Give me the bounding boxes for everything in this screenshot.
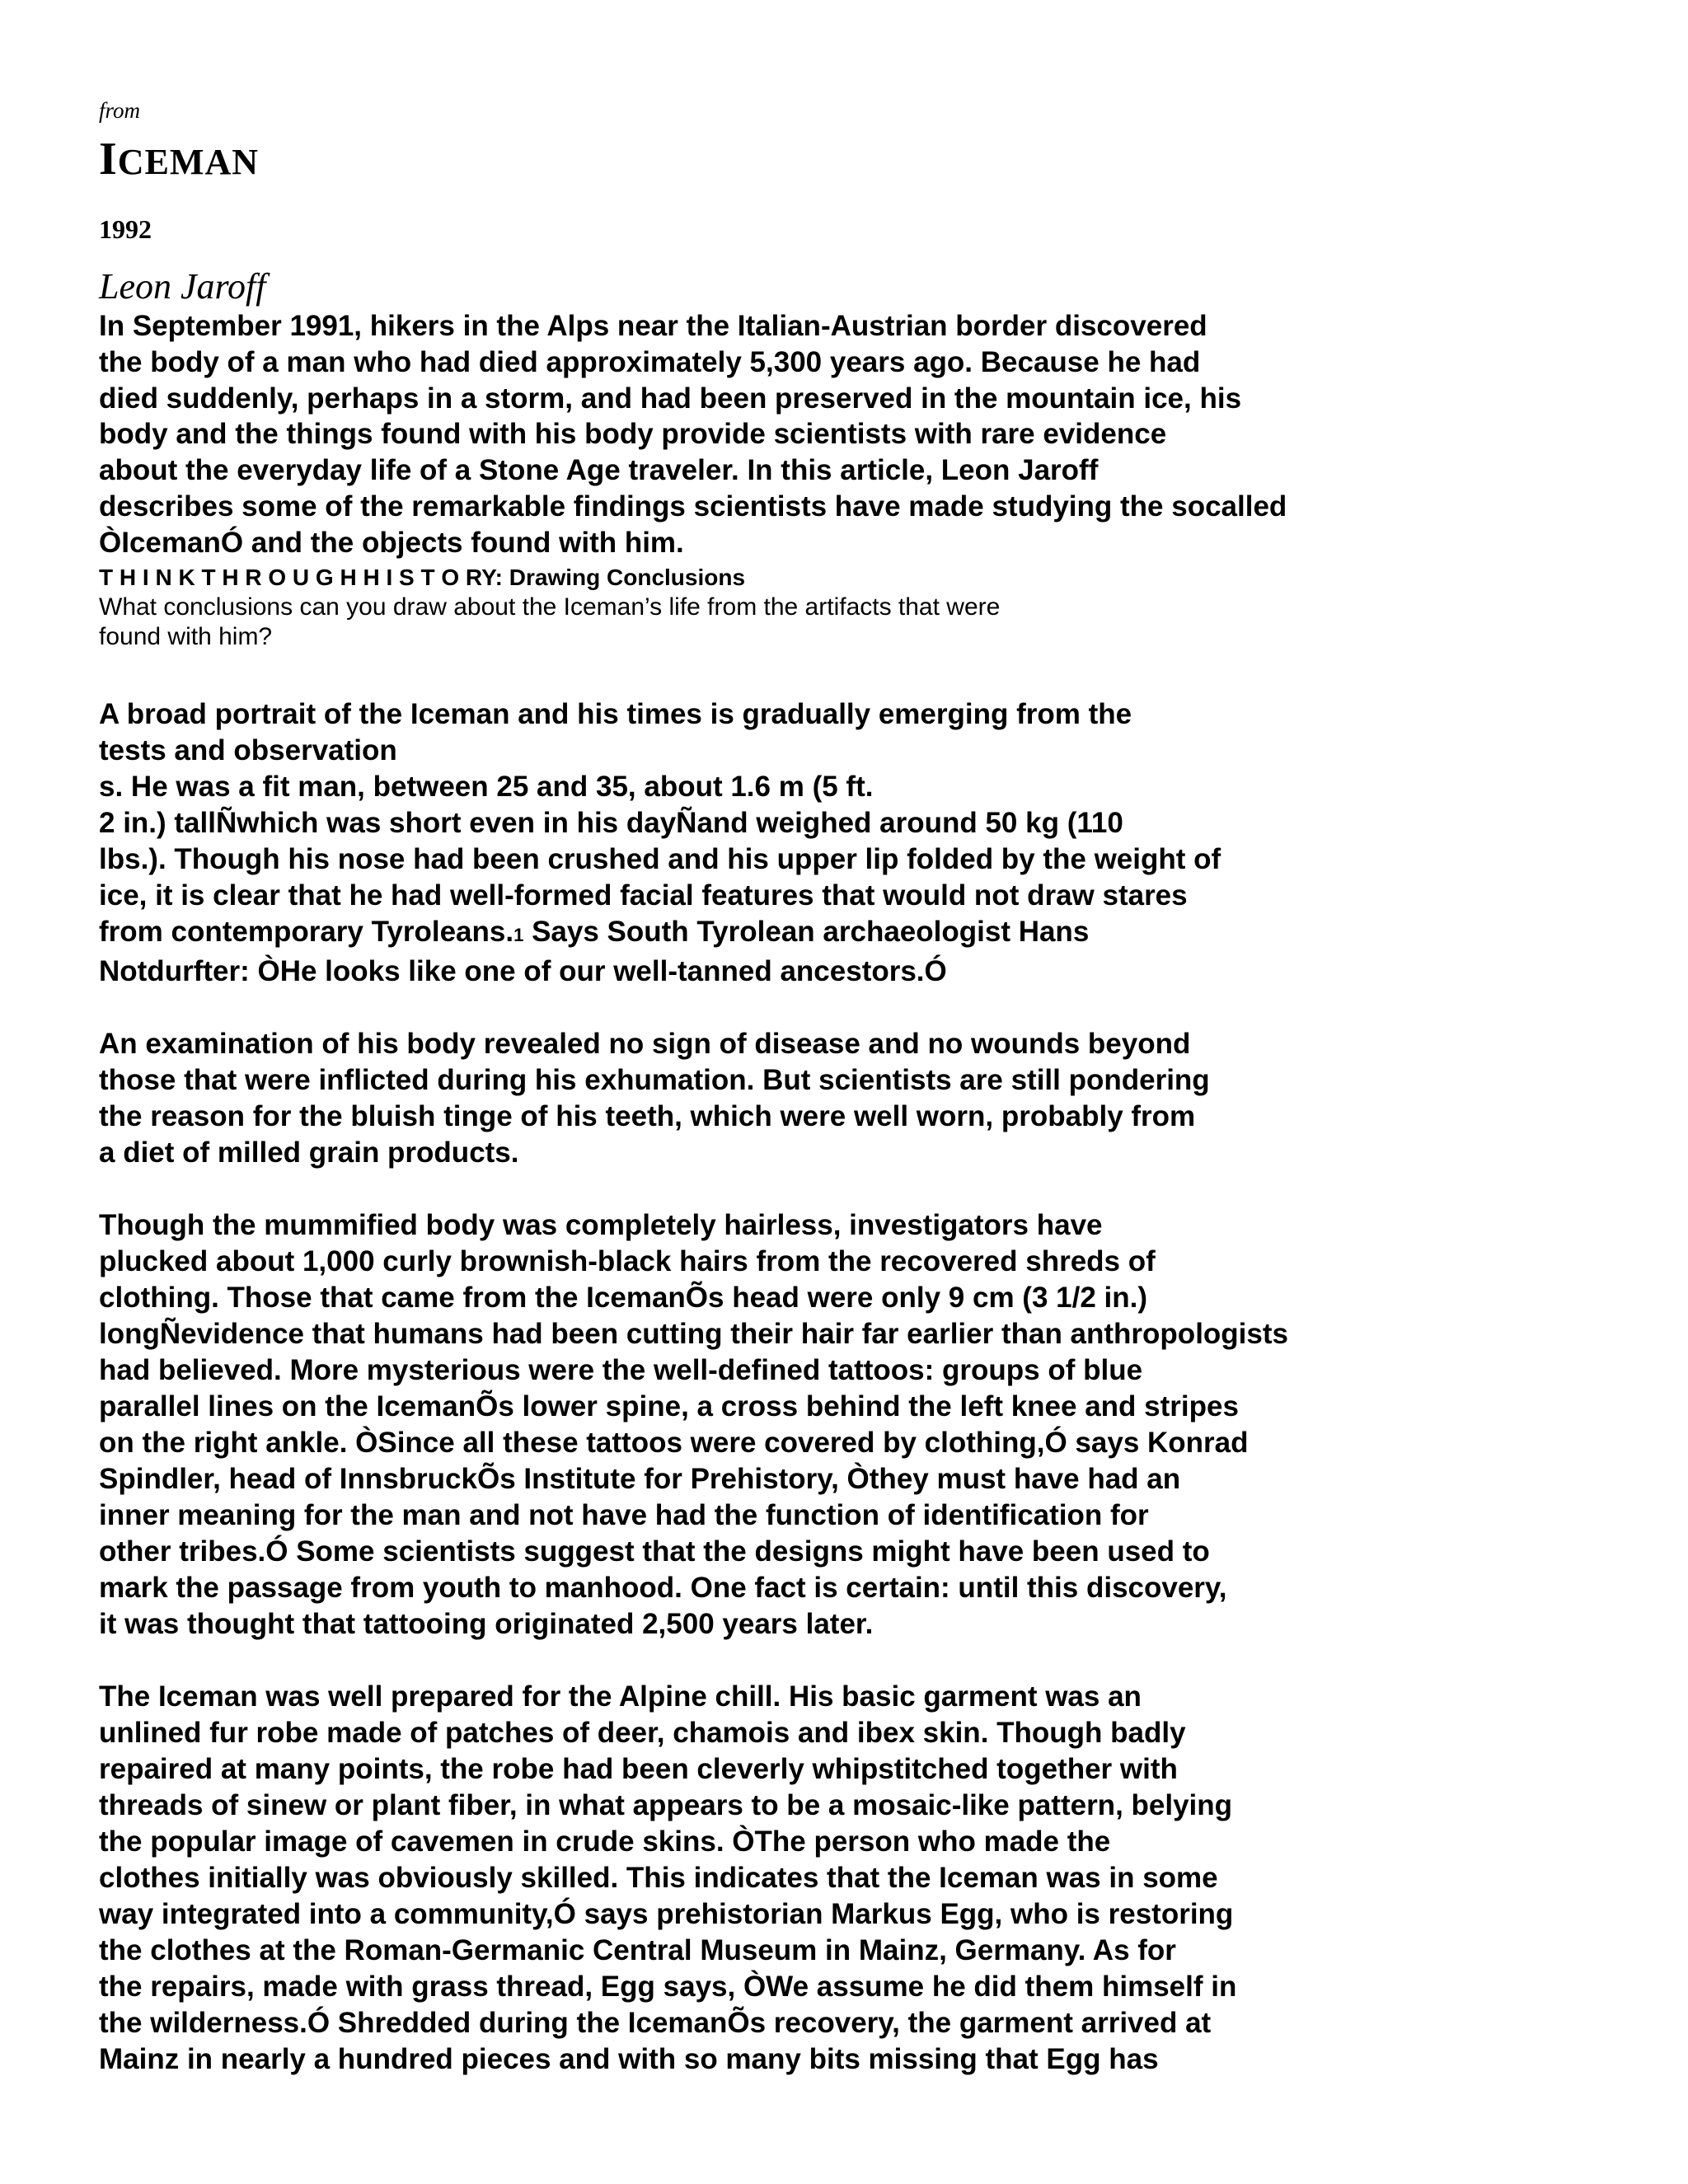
text-line: inner meaning for the man and not have had the function of identification for [99,1498,1149,1531]
footnote-marker[interactable]: 1 [513,924,524,945]
text-line: the popular image of cavemen in crude skins. ÒThe person who made the [99,1825,1111,1858]
text-line: What conclusions can you draw about the Iceman’s life from the artifacts that were [99,593,1001,621]
text-line: The Iceman was well prepared for the Alpine chill. His basic garment was an [99,1680,1142,1713]
text-line [99,914,1599,954]
text-line: unlined fur robe made of patches of deer, chamois and ibex skin. Though badly [99,1716,1186,1749]
text-line: parallel lines on the IcemanÕs lower spine, a cross behind the left knee and stripes [99,1390,1239,1422]
paragraph-spacer [99,1171,1599,1207]
text-line: repaired at many points, the robe had been cleverly whipstitched together with [99,1752,1178,1785]
text-line: ÒIcemanÓ and the objects found with him. [99,526,684,559]
text-line: other tribes.Ó Some scientists suggest that the designs might have been used to [99,1535,1210,1568]
text-line: ice, it is clear that he had well-formed facial features that would not draw stares [99,879,1188,912]
text-line: Mainz in nearly a hundred pieces and with so many bits missing that Egg has [99,2042,1159,2075]
text-line: An examination of his body revealed no sign of disease and no wounds beyond [99,1027,1191,1060]
paragraph-spacer [99,990,1599,1026]
text-line: the wilderness.Ó Shredded during the IcemanÕs recovery, the garment arrived at [99,2006,1212,2039]
text-line: mark the passage from youth to manhood. One fact is certain: until this discovery, [99,1571,1227,1604]
text-line: about the everyday life of a Stone Age traveler. In this article, Leon Jaroff [99,454,1099,487]
think-through-question [99,593,1599,652]
text-line: the body of a man who had died approximately 5,300 years ago. Because he had [99,345,1201,378]
text-line: describes some of the remarkable findings scientists have made studying the socalled [99,490,1287,523]
text-line: longÑevidence that humans had been cutting their hair far earlier than anthropologists [99,1317,1288,1350]
body-paragraph-2 [99,1026,1599,1171]
think-through-history-heading [99,565,1599,591]
text-line: Notdurfter: ÒHe looks like one of our well-tanned ancestors.Ó [99,954,947,987]
text-line: body and the things found with his body provide scientists with rare evidence [99,418,1167,451]
body-paragraph-3 [99,1207,1599,1643]
text-line: Spindler, head of InnsbruckÕs Institute for Prehistory, Òthey must have had an [99,1462,1181,1495]
text-line: tests and observation [99,733,397,766]
title-initial: I [99,134,118,185]
article-title [99,132,1599,190]
text-segment: Says South Tyrolean archaeologist Hans [523,915,1090,948]
text-line: A broad portrait of the Iceman and his times is gradually emerging from the [99,697,1132,730]
body-paragraph-1 [99,696,1599,990]
text-line: plucked about 1,000 curly brownish-black hairs from the recovered shreds of [99,1244,1156,1277]
text-line: it was thought that tattooing originated 2,500 years later. [99,1607,874,1640]
text-line: died suddenly, perhaps in a storm, and had been preserved in the mountain ice, his [99,382,1242,415]
text-line: the reason for the bluish tinge of his teeth, which were well worn, probably from [99,1099,1196,1132]
document-page [99,97,1599,2078]
text-line: threads of sinew or plant fiber, in what appears to be a mosaic-like pattern, belying [99,1788,1233,1821]
think-through-label: T H I N K T H R O U G H H I S T O RY: [99,564,503,590]
paragraph-spacer [99,652,1599,696]
text-line: clothing. Those that came from the IcemanÕs head were only 9 cm (3 1/2 in.) [99,1281,1147,1314]
text-line: those that were inflicted during his exhumation. But scientists are still pondering [99,1063,1210,1096]
from-label: from [99,98,141,123]
text-line: 2 in.) tallÑwhich was short even in his dayÑand weighed around 50 kg (110 [99,806,1123,839]
text-line: a diet of milled grain products. [99,1136,519,1169]
paragraph-spacer [99,1643,1599,1679]
title-rest: CEMAN [117,142,259,182]
publication-year: 1992 [99,214,152,244]
text-line: on the right ankle. ÒSince all these tattoos were covered by clothing,Ó says Konrad [99,1426,1249,1459]
text-line: found with him? [99,622,273,650]
body-paragraph-4 [99,1679,1599,2078]
text-line: way integrated into a community,Ó says prehistorian Markus Egg, who is restoring [99,1897,1234,1930]
text-line: Though the mummified body was completely hairless, investigators have [99,1208,1103,1241]
text-line: the repairs, made with grass thread, Egg says, ÒWe assume he did them himself in [99,1970,1237,2003]
text-line: had believed. More mysterious were the well-defined tattoos: groups of blue [99,1353,1143,1386]
text-line: clothes initially was obviously skilled. This indicates that the Iceman was in some [99,1861,1218,1894]
text-line: lbs.). Though his nose had been crushed and his upper lip folded by the weight of [99,842,1221,875]
text-segment: from contemporary Tyroleans. [99,915,514,948]
intro-paragraph [99,308,1599,561]
text-line: In September 1991, hikers in the Alps near the Italian-Austrian border discovered [99,310,1207,342]
text-line: the clothes at the Roman-Germanic Central Museum in Mainz, Germany. As for [99,1933,1176,1966]
text-line: s. He was a fit man, between 25 and 35, about 1.6 m (5 ft. [99,770,874,803]
think-through-topic: Drawing Conclusions [503,564,746,590]
author-name: Leon Jaroff [99,266,266,307]
